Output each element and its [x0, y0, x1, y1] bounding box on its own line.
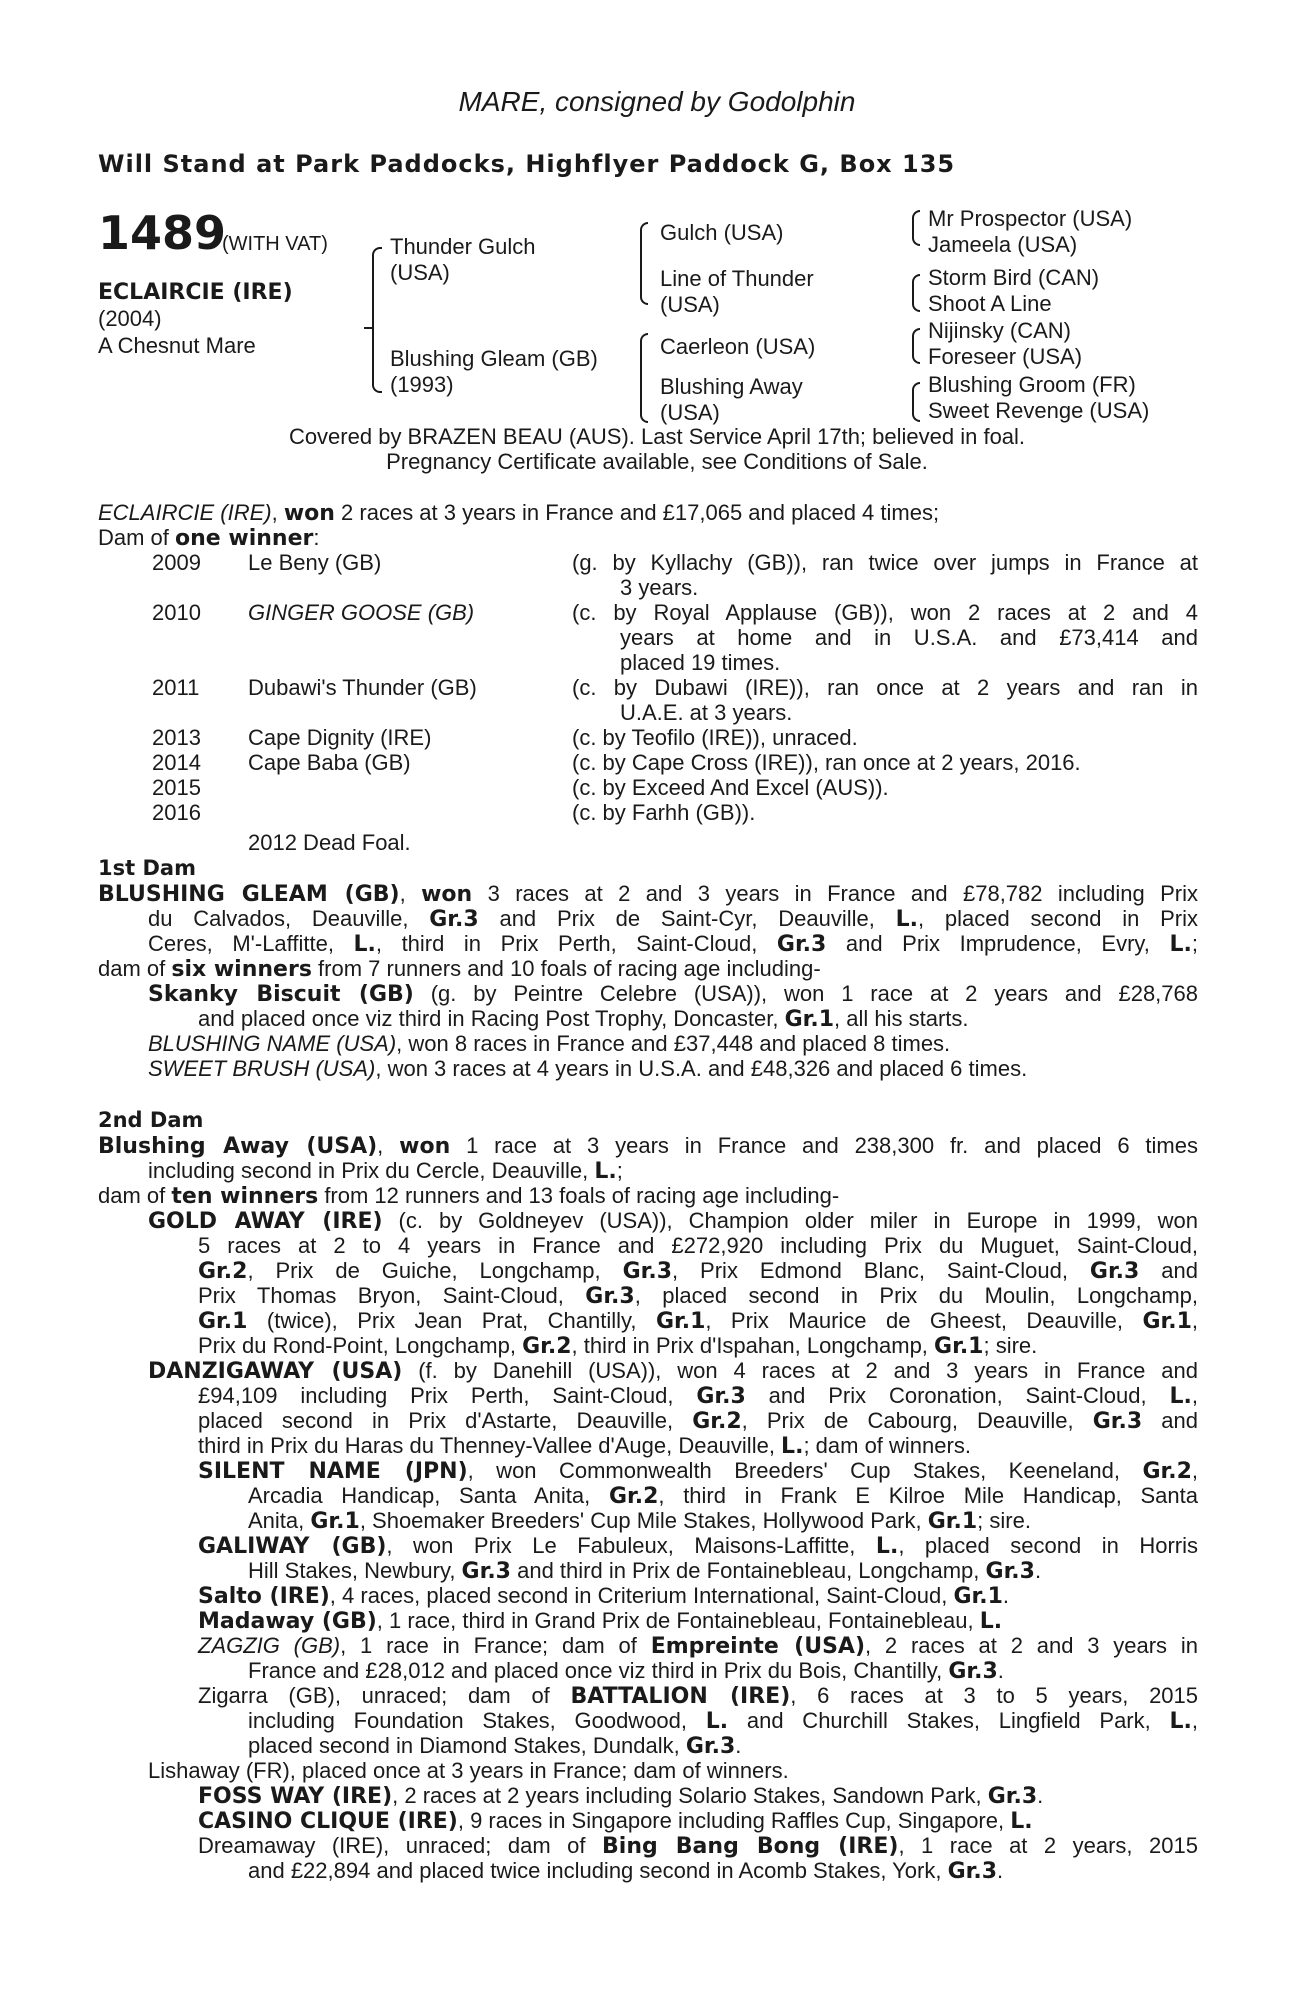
bold-text: Gr.1 — [927, 1509, 978, 1534]
foal-year: (2004) — [98, 306, 162, 331]
pedigree-line — [248, 1483, 1198, 1509]
line-text: placed second in Diamond Stakes, Dundalk, — [248, 1733, 686, 1758]
line-text: ; — [616, 1158, 623, 1183]
pregnancy-note: Pregnancy Certificate available, see Conditions of Sale. — [386, 449, 928, 474]
pedigree-line — [148, 1056, 1027, 1081]
produce-year: 2014 — [152, 750, 201, 775]
bold-text: Gr.3 — [622, 1259, 672, 1284]
line-text: including second in Prix du Cercle, Deauville, — [148, 1158, 595, 1183]
line-text: , all his starts. — [834, 1006, 969, 1031]
pedigree-line — [198, 1006, 969, 1032]
line-text: SWEET BRUSH (USA) — [148, 1056, 376, 1081]
pedigree-line — [198, 1608, 1002, 1634]
line-text: , 6 races at 3 to 5 years, 2015 — [790, 1683, 1199, 1708]
pedigree-line — [198, 1458, 1198, 1484]
pedigree-brace — [372, 247, 382, 329]
line-text: and third in Prix de Fontainebleau, Longchamp, — [510, 1558, 986, 1583]
line-text: dam of — [98, 956, 172, 981]
pedigree-line — [148, 931, 1198, 957]
line-text: dam of — [98, 1183, 172, 1208]
line-text: France and £28,012 and placed once viz third in Prix du Bois, Chantilly, — [248, 1658, 949, 1683]
produce-name: Cape Dignity (IRE) — [248, 725, 432, 750]
line-text: 3 races at 2 and 3 years in France and £78,782 including Prix — [472, 881, 1198, 906]
line-text: from 12 runners and 13 foals of racing age including- — [318, 1183, 840, 1208]
pedigree-brace — [912, 274, 920, 294]
pedigree-brace — [640, 269, 648, 305]
line-text: , won 8 races in France and £37,448 and placed 8 times. — [396, 1031, 951, 1056]
line-text: , won 3 races at 4 years in U.S.A. and £48,326 and placed 6 times. — [375, 1056, 1028, 1081]
bold-text: Gr.3 — [696, 1384, 746, 1409]
pedigree-line — [198, 1683, 1198, 1709]
dam-name: ECLAIRCIE (IRE) — [98, 500, 272, 525]
pedigree-sire-sire: Gulch (USA) — [660, 220, 784, 245]
line-text: ; dam of winners. — [803, 1433, 971, 1458]
line-text: (f. by Danehill (USA)), won 4 races at 2 and 3 years in France and — [402, 1358, 1198, 1383]
line-text: du Calvados, Deauville, — [148, 906, 430, 931]
pedigree-brace — [640, 222, 648, 271]
line-text: , Prix de Cabourg, Deauville, — [741, 1408, 1093, 1433]
pedigree-brace — [912, 400, 920, 422]
bold-text: Gr.3 — [585, 1284, 635, 1309]
line-text: £94,109 including Prix Perth, Saint-Cloud, — [198, 1383, 697, 1408]
pedigree-line — [248, 1733, 741, 1759]
pedigree-line — [98, 881, 1198, 907]
bold-text: Gr.1 — [953, 1584, 1003, 1609]
line-text: . — [1037, 1783, 1044, 1808]
pedigree-line — [198, 1258, 1198, 1284]
bold-text: GALIWAY (GB) — [198, 1534, 387, 1559]
produce-year: 2011 — [152, 675, 200, 700]
line-text: ; — [1191, 931, 1198, 956]
produce-year: 2015 — [152, 775, 201, 800]
line-text: (c. by Goldneyev (USA)), Champion older miler in Europe in 1999, won — [382, 1208, 1198, 1233]
bold-text: won — [421, 882, 473, 907]
bold-text: won — [399, 1134, 451, 1159]
first-dam-heading: 1st Dam — [98, 856, 196, 880]
pedigree-brace — [912, 292, 920, 312]
intro-rest: 2 races at 3 years in France and £17,065 and placed 4 times; — [334, 500, 940, 525]
pedigree-g3: Mr Prospector (USA) — [928, 206, 1133, 231]
pedigree-line — [198, 1533, 1198, 1559]
line-text: and placed once viz third in Racing Post Trophy, Doncaster, — [198, 1006, 785, 1031]
produce-intro: ECLAIRCIE (IRE), won 2 races at 3 years in France and £17,065 and placed 4 times; — [98, 500, 940, 526]
bold-text: BLUSHING GLEAM (GB) — [98, 882, 400, 907]
pedigree-sire: Thunder Gulch — [390, 234, 536, 259]
pedigree-line — [148, 1158, 623, 1184]
pedigree-line — [198, 1783, 1043, 1809]
pedigree-line — [98, 1133, 1198, 1159]
bold-text: Madaway (GB) — [198, 1609, 377, 1634]
pedigree-g3: Sweet Revenge (USA) — [928, 398, 1150, 423]
line-text: , Prix de Guiche, Longchamp, — [247, 1258, 623, 1283]
line-text: third in Prix du Haras du Thenney-Vallee d'Auge, Deauville, — [198, 1433, 782, 1458]
line-text: , placed second in Horris — [898, 1533, 1199, 1558]
bold-text: Blushing Away (USA) — [98, 1134, 378, 1159]
bold-text: L. — [594, 1159, 617, 1184]
pedigree-line — [198, 1233, 1198, 1258]
line-text: ; sire. — [983, 1333, 1038, 1358]
line-text: , 2 races at 2 years including Solario Stakes, Sandown Park, — [392, 1783, 988, 1808]
bold-text: L. — [1169, 1384, 1192, 1409]
bold-text: L. — [705, 1709, 729, 1734]
bold-text: Gr.2 — [522, 1334, 572, 1359]
pedigree-line — [198, 1283, 1198, 1309]
line-text: , — [399, 881, 422, 906]
bold-text: Gr.1 — [1142, 1309, 1192, 1334]
pedigree-line — [248, 1858, 1003, 1884]
pedigree-line — [148, 1358, 1198, 1384]
bold-text: Gr.3 — [776, 932, 827, 957]
bold-text: Gr.1 — [784, 1007, 835, 1032]
pedigree-line — [248, 1708, 1198, 1734]
bold-text: GOLD AWAY (IRE) — [148, 1209, 383, 1234]
pedigree-line — [248, 1658, 1004, 1684]
bold-text: Gr.3 — [429, 907, 479, 932]
dead-foal-note: 2012 Dead Foal. — [248, 830, 411, 855]
bold-text: Gr.2 — [198, 1259, 248, 1284]
pedigree-dam: Blushing Gleam (GB) — [390, 346, 598, 371]
pedigree-g3: Shoot A Line — [928, 291, 1052, 316]
vat-note: (WITH VAT) — [222, 233, 328, 255]
pedigree-line — [198, 1633, 1198, 1659]
line-text: , placed second in Prix — [918, 906, 1199, 931]
bold-text: DANZIGAWAY (USA) — [148, 1359, 403, 1384]
line-text: , — [1191, 1383, 1198, 1408]
bold-text: Gr.3 — [685, 1734, 736, 1759]
pedigree-line — [198, 1833, 1198, 1859]
bold-text: SILENT NAME (JPN) — [198, 1459, 468, 1484]
line-text: and Prix de Saint-Cyr, Deauville, — [478, 906, 896, 931]
line-text: and — [1142, 1408, 1198, 1433]
horse-name: ECLAIRCIE (IRE) — [98, 280, 293, 305]
line-text: (twice), Prix Jean Prat, Chantilly, — [247, 1308, 656, 1333]
bold-text: L. — [1169, 932, 1192, 957]
line-text: 1 race at 3 years in France and 238,300 fr. and placed 6 times — [450, 1133, 1198, 1158]
line-text: , Prix Maurice de Gheest, Deauville, — [705, 1308, 1143, 1333]
line-text: , won Prix Le Fabuleux, Maisons-Laffitte, — [386, 1533, 876, 1558]
produce-year: 2013 — [152, 725, 201, 750]
line-text: Hill Stakes, Newbury, — [248, 1558, 462, 1583]
pedigree-line — [148, 906, 1198, 932]
pedigree-brace — [640, 387, 648, 423]
produce-detail: (c. by Dubawi (IRE)), ran once at 2 years and ran in — [572, 675, 1198, 700]
bold-text: BATTALION (IRE) — [570, 1684, 791, 1709]
pedigree-brace — [912, 382, 920, 402]
bold-text: Gr.1 — [655, 1309, 706, 1334]
pedigree-line — [98, 956, 821, 982]
line-text: , Shoemaker Breeders' Cup Mile Stakes, Hollywood Park, — [359, 1508, 928, 1533]
produce-name: Cape Baba (GB) — [248, 750, 411, 775]
pedigree-brace — [912, 226, 920, 246]
bold-text: Gr.2 — [608, 1484, 659, 1509]
produce-detail: 3 years. — [620, 575, 699, 600]
pedigree-g3: Blushing Groom (FR) — [928, 372, 1136, 397]
bold-text: Gr.3 — [1089, 1259, 1140, 1284]
pedigree-g3: Nijinsky (CAN) — [928, 318, 1071, 343]
line-text: Prix du Rond-Point, Longchamp, — [198, 1333, 523, 1358]
line-text: and Prix Imprudence, Evry, — [826, 931, 1170, 956]
line-text: , — [377, 1133, 400, 1158]
line-text: and Prix Coronation, Saint-Cloud, — [745, 1383, 1170, 1408]
produce-detail: years at home and in U.S.A. and £73,414 and — [620, 625, 1198, 650]
line-text: placed second in Prix d'Astarte, Deauville, — [198, 1408, 693, 1433]
pedigree-line — [148, 1031, 950, 1056]
bold-text: six winners — [171, 957, 312, 982]
line-text: Dreamaway (IRE), unraced; dam of — [198, 1833, 603, 1858]
line-text: , third in Prix Perth, Saint-Cloud, — [375, 931, 777, 956]
bold-text: L. — [353, 932, 376, 957]
line-text: BLUSHING NAME (USA) — [148, 1031, 397, 1056]
bold-text: Gr.1 — [198, 1309, 248, 1334]
produce-name: Le Beny (GB) — [248, 550, 382, 575]
line-text: Anita, — [248, 1508, 311, 1533]
pedigree-line — [198, 1308, 1198, 1334]
line-text: Zigarra (GB), unraced; dam of — [198, 1683, 571, 1708]
line-text: . — [735, 1733, 742, 1758]
bold-text: CASINO CLIQUE (IRE) — [198, 1809, 458, 1834]
bold-text: Gr.3 — [947, 1859, 998, 1884]
pedigree-brace — [912, 344, 920, 364]
pedigree-sire-dam: Line of Thunder — [660, 266, 814, 291]
pedigree-line — [198, 1333, 1037, 1359]
produce-detail: (c. by Royal Applause (GB)), won 2 races at 2 and 4 — [572, 600, 1198, 625]
line-text: , 2 races at 2 and 3 years in — [865, 1633, 1198, 1658]
pedigree-line — [148, 1208, 1198, 1234]
produce-detail: (c. by Teofilo (IRE)), unraced. — [572, 725, 858, 750]
line-text: , won Commonwealth Breeders' Cup Stakes, Keeneland, — [467, 1458, 1143, 1483]
line-text: 5 races at 2 to 4 years in France and £272,920 including Prix du Muguet, Saint-Cloud, — [198, 1233, 1198, 1258]
bold-text: L. — [1169, 1709, 1192, 1734]
bold-text: Gr.3 — [948, 1659, 998, 1684]
pedigree-line — [148, 981, 1198, 1007]
pedigree-line — [198, 1433, 971, 1459]
pedigree-brace — [640, 333, 648, 389]
won-label: won — [283, 501, 335, 526]
line-text: , Prix Edmond Blanc, Saint-Cloud, — [672, 1258, 1090, 1283]
horse-description: A Chesnut Mare — [98, 333, 256, 358]
produce-detail: (g. by Kyllachy (GB)), ran twice over jumps in France at — [572, 550, 1198, 575]
bold-text: Gr.2 — [692, 1409, 742, 1434]
page-title: MARE, consigned by Godolphin — [458, 86, 856, 117]
produce-detail: (c. by Farhh (GB)). — [572, 800, 756, 825]
dam-of-line: Dam of one winner: — [98, 525, 320, 551]
bold-text: Bing Bang Bong (IRE) — [602, 1834, 899, 1859]
pedigree-g3: Storm Bird (CAN) — [928, 265, 1100, 290]
pedigree-line — [248, 1508, 1031, 1534]
produce-detail: (c. by Cape Cross (IRE)), ran once at 2 years, 2016. — [572, 750, 1081, 775]
line-text: . — [1002, 1583, 1010, 1608]
line-text: , — [1191, 1708, 1198, 1733]
lot-number: 1489 — [98, 206, 227, 260]
bold-text: Skanky Biscuit (GB) — [148, 982, 414, 1007]
produce-year: 2009 — [152, 550, 201, 575]
produce-detail: (c. by Exceed And Excel (AUS)). — [572, 775, 889, 800]
pedigree-dam-dam: Blushing Away — [660, 374, 803, 399]
bold-text: Gr.1 — [310, 1509, 360, 1534]
line-text: ZAGZIG (GB) — [198, 1633, 341, 1658]
bold-text: Empreinte (USA) — [650, 1634, 866, 1659]
line-text: , 1 race at 2 years, 2015 — [898, 1833, 1198, 1858]
pedigree-g3: Foreseer (USA) — [928, 344, 1083, 369]
line-text: . — [1034, 1558, 1042, 1583]
bold-text: L. — [781, 1434, 804, 1459]
line-text: including Foundation Stakes, Goodwood, — [248, 1708, 706, 1733]
bold-text: Gr.3 — [985, 1559, 1035, 1584]
line-text: , placed second in Prix du Moulin, Longchamp, — [634, 1283, 1199, 1308]
bold-text: Gr.3 — [1092, 1409, 1143, 1434]
pedigree-g3: Jameela (USA) — [928, 232, 1078, 257]
produce-year: 2016 — [152, 800, 201, 825]
pedigree-brace — [372, 327, 382, 393]
line-text: Ceres, M'-Laffitte, — [148, 931, 354, 956]
produce-detail: U.A.E. at 3 years. — [620, 700, 793, 725]
bold-text: FOSS WAY (IRE) — [198, 1784, 393, 1809]
line-text: Prix Thomas Bryon, Saint-Cloud, — [198, 1283, 586, 1308]
bold-text: Salto (IRE) — [198, 1584, 330, 1609]
location-line: Will Stand at Park Paddocks, Highflyer Paddock G, Box 135 — [98, 150, 956, 178]
covered-note: Covered by BRAZEN BEAU (AUS). Last Service April 17th; believed in foal. — [288, 424, 1026, 449]
line-text: . — [997, 1658, 1004, 1683]
bold-text: Gr.1 — [934, 1334, 984, 1359]
produce-year: 2010 — [152, 600, 201, 625]
pedigree-line — [248, 1558, 1041, 1584]
line-text: Lishaway (FR), placed once at 3 years in France; dam of winners. — [148, 1758, 789, 1783]
line-text: Arcadia Handicap, Santa Anita, — [248, 1483, 609, 1508]
pedigree-dam: (1993) — [390, 372, 454, 397]
line-text: , 1 race, third in Grand Prix de Fontainebleau, Fontainebleau, — [376, 1608, 980, 1633]
line-text: and — [1139, 1258, 1198, 1283]
pedigree-line — [198, 1808, 1033, 1834]
pedigree-dam-dam: (USA) — [660, 400, 720, 425]
line-text: , 4 races, placed second in Criterium International, Saint-Cloud, — [329, 1583, 954, 1608]
pedigree-brace — [364, 327, 372, 329]
line-text: , 1 race in France; dam of — [340, 1633, 651, 1658]
bold-text: Gr.3 — [461, 1559, 511, 1584]
bold-text: L. — [1010, 1809, 1033, 1834]
line-text: , 9 races in Singapore including Raffles Cup, Singapore, — [457, 1808, 1011, 1833]
line-text: and Churchill Stakes, Lingfield Park, — [728, 1708, 1170, 1733]
pedigree-dam-sire: Caerleon (USA) — [660, 334, 816, 359]
line-text: , — [1191, 1458, 1198, 1483]
bold-text: ten winners — [171, 1184, 319, 1209]
bold-text: L. — [895, 907, 918, 932]
line-text: and £22,894 and placed twice including second in Acomb Stakes, York, — [248, 1858, 948, 1883]
pedigree-line — [98, 1183, 839, 1209]
second-dam-heading: 2nd Dam — [98, 1108, 204, 1132]
produce-detail: placed 19 times. — [620, 650, 781, 675]
pedigree-sire-dam: (USA) — [660, 292, 720, 317]
pedigree-line — [148, 1758, 789, 1783]
pedigree-line — [198, 1383, 1198, 1409]
pedigree-sire: (USA) — [390, 260, 450, 285]
line-text: ; sire. — [977, 1508, 1031, 1533]
produce-name: GINGER GOOSE (GB) — [248, 600, 475, 625]
bold-text: L. — [979, 1609, 1003, 1634]
line-text: . — [997, 1858, 1004, 1883]
produce-name: Dubawi's Thunder (GB) — [248, 675, 477, 700]
line-text: , third in Frank E Kilroe Mile Handicap, Santa — [658, 1483, 1198, 1508]
line-text: , third in Prix d'Ispahan, Longchamp, — [571, 1333, 935, 1358]
pedigree-line — [198, 1583, 1009, 1609]
bold-text: Gr.2 — [1142, 1459, 1192, 1484]
bold-text: L. — [875, 1534, 899, 1559]
line-text: (g. by Peintre Celebre (USA)), won 1 race at 2 years and £28,768 — [413, 981, 1199, 1006]
line-text: from 7 runners and 10 foals of racing age including- — [311, 956, 821, 981]
bold-text: Gr.3 — [987, 1784, 1038, 1809]
pedigree-line — [198, 1408, 1198, 1434]
line-text: , — [1191, 1308, 1198, 1333]
